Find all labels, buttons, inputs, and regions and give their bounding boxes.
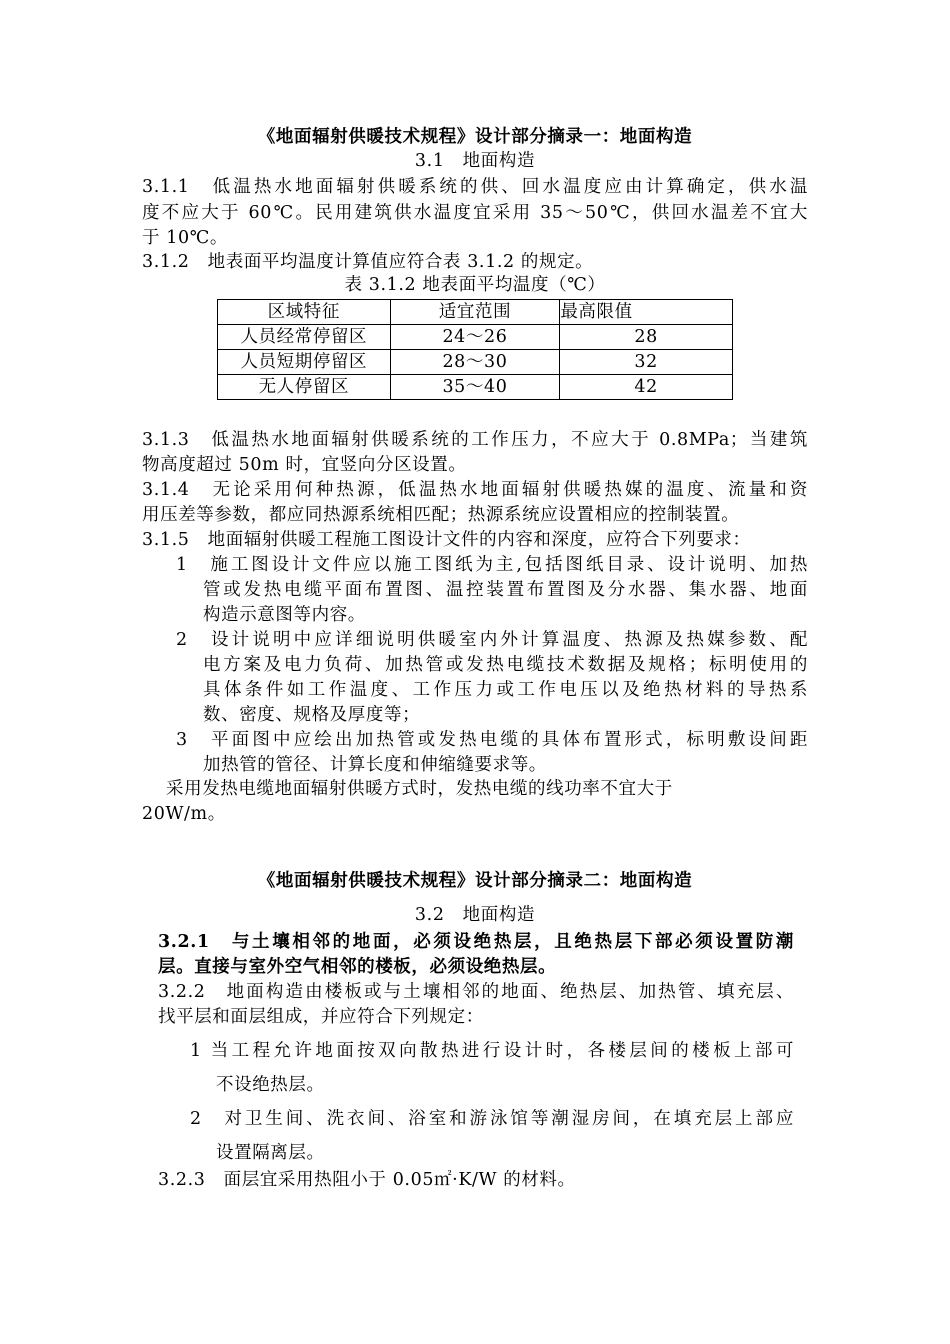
s2-item2-line1: 2 对卫生间、洗衣间、浴室和游泳馆等潮湿房间，在填充层上部应 (190, 1109, 794, 1129)
table-header-cell: 最高限值 (560, 300, 733, 325)
table-row (218, 325, 733, 350)
item1-line2: 管或发热电缆平面布置图、温控装置布置图及分水器、集水器、地面 (203, 580, 808, 600)
s2-item1-line2: 不设绝热层。 (216, 1075, 325, 1095)
clause-3-2-3: 3.2.3 面层宜采用热阻小于 0.05㎡·K/W 的材料。 (158, 1170, 576, 1190)
clause-3-1-1-line3: 于 10℃。 (142, 228, 229, 248)
cable-paragraph-line2: 20W/m。 (142, 804, 226, 824)
table-cell: 人员短期停留区 (218, 350, 391, 375)
item2-line2: 电方案及电力负荷、加热管或发热电缆技术数据及规格；标明使用的 (203, 655, 808, 675)
item1-line3: 构造示意图等内容。 (203, 605, 366, 625)
cable-paragraph-line1: 采用发热电缆地面辐射供暖方式时，发热电缆的线功率不宜大于 (166, 779, 673, 799)
table-header-row (218, 300, 733, 325)
clause-3-2-1-line2: 层。直接与室外空气相邻的楼板，必须设绝热层。 (158, 957, 557, 977)
table-row (218, 375, 733, 400)
clause-3-1-3-line1: 3.1.3 低温热水地面辐射供暖系统的工作压力，不应大于 0.8MPa；当建筑 (142, 430, 808, 450)
table-cell: 24～26 (390, 325, 560, 350)
clause-3-1-4-line2: 用压差等参数，都应同热源系统相匹配；热源系统应设置相应的控制装置。 (142, 505, 740, 525)
clause-3-2-2-line1: 3.2.2 地面构造由楼板或与土壤相邻的地面、绝热层、加热管、填充层、 (158, 982, 794, 1002)
clause-3-1-2: 3.1.2 地表面平均温度计算值应符合表 3.1.2 的规定。 (142, 252, 594, 272)
clause-3-1-5: 3.1.5 地面辐射供暖工程施工图设计文件的内容和深度，应符合下列要求： (142, 530, 751, 550)
table-cell: 42 (560, 375, 733, 400)
table-cell: 32 (560, 350, 733, 375)
section1-subheading: 3.1 地面构造 (414, 151, 536, 171)
table-cell: 28 (560, 325, 733, 350)
table-caption: 表 3.1.2 地表面平均温度（℃） (344, 275, 606, 295)
clause-3-1-4-line1: 3.1.4 无论采用何种热源，低温热水地面辐射供暖热媒的温度、流量和资 (142, 480, 808, 500)
temperature-table (217, 299, 733, 400)
item2-line4: 数、密度、规格及厚度等； (203, 705, 421, 725)
clause-3-2-2-line2: 找平层和面层组成，并应符合下列规定： (158, 1007, 484, 1027)
table-cell: 28～30 (390, 350, 560, 375)
clause-3-1-1-line1: 3.1.1 低温热水地面辐射供暖系统的供、回水温度应由计算确定，供水温 (142, 177, 808, 197)
item2-line3: 具体条件如工作温度、工作压力或工作电压以及绝热材料的导热系 (203, 680, 808, 700)
item3-line2: 加热管的管径、计算长度和伸缩缝要求等。 (203, 755, 547, 775)
section2-title: 《地面辐射供暖技术规程》设计部分摘录二：地面构造 (257, 871, 693, 891)
item2-line1: 2 设计说明中应详细说明供暖室内外计算温度、热源及热媒参数、配 (176, 630, 808, 650)
s2-item2-line2: 设置隔离层。 (216, 1143, 325, 1163)
table-cell: 35～40 (390, 375, 560, 400)
table-header-cell: 适宜范围 (390, 300, 560, 325)
table-cell: 无人停留区 (218, 375, 391, 400)
item1-line1: 1 施工图设计文件应以施工图纸为主,包括图纸目录、设计说明、加热 (176, 555, 808, 575)
section1-title: 《地面辐射供暖技术规程》设计部分摘录一：地面构造 (257, 127, 693, 147)
s2-item1-line1: 1 当工程允许地面按双向散热进行设计时，各楼层间的楼板上部可 (190, 1041, 794, 1061)
section2-subheading: 3.2 地面构造 (414, 905, 536, 925)
table-row (218, 350, 733, 375)
clause-3-1-3-line2: 物高度超过 50m 时，宜竖向分区设置。 (142, 455, 467, 475)
table-header-cell: 区域特征 (218, 300, 391, 325)
table-cell: 人员经常停留区 (218, 325, 391, 350)
item3-line1: 3 平面图中应绘出加热管或发热电缆的具体布置形式，标明敷设间距 (176, 730, 808, 750)
clause-3-1-1-line2: 度不应大于 60℃。民用建筑供水温度宜采用 35～50℃，供回水温差不宜大 (142, 203, 808, 223)
clause-3-2-1-line1: 3.2.1 与土壤相邻的地面，必须设绝热层，且绝热层下部必须设置防潮 (158, 932, 794, 952)
